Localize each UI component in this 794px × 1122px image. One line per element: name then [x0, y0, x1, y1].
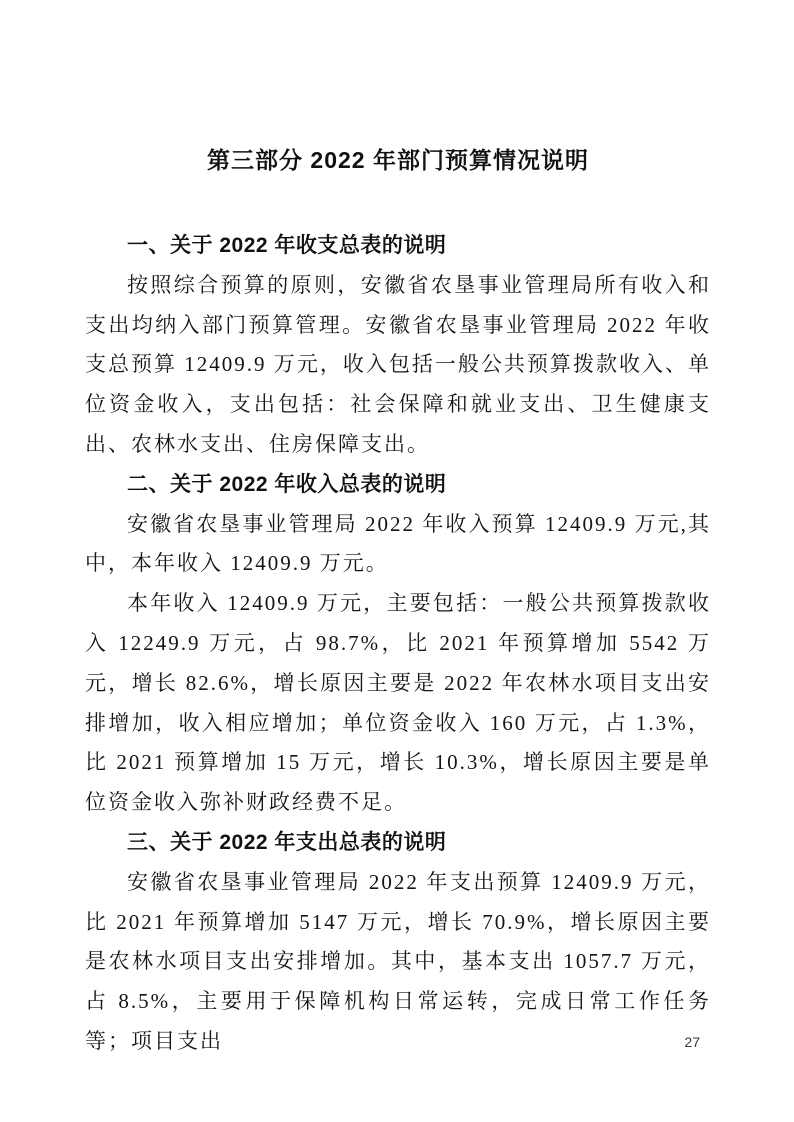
document-title: 第三部分 2022 年部门预算情况说明	[207, 147, 589, 173]
section-heading-expenditure-summary: 三、关于 2022 年支出总表的说明	[127, 830, 447, 854]
paragraph: 安徽省农垦事业管理局 2022 年支出预算 12409.9 万元， 比 2021 年预算增加 5147 万元，增长 70.9%，增长原因主要是农林水项目支出安排增加。其中，基本支出 1057.7 万元，占 8.5%，主要用于保障机构日常运转，完成日常工作任务等；项目支出	[85, 869, 711, 1053]
page-number: 27	[684, 1034, 700, 1050]
section-heading-income-expenditure-summary: 一、关于 2022 年收支总表的说明	[127, 234, 447, 257]
paragraph: 本年收入 12409.9 万元，主要包括：一般公共预算拨款收入 12249.9 万元，占 98.7%，比 2021 年预算增加 5542 万元，增长 82.6%，增长原因主要是 2022 年农林水项目支出安排增加，收入相应增加；单位资金收入 160 万元，占 1.3%，比 2021 预算增加 15 万元，增长 10.3%，增长原因主要是单位资金收入弥补财政经费不足。	[85, 591, 711, 815]
section-heading-income-summary: 二、关于 2022 年收入总表的说明	[127, 472, 447, 496]
paragraph: 安徽省农垦事业管理局 2022 年收入预算 12409.9 万元,其中，本年收入 12409.9 万元。	[85, 511, 711, 576]
document-content	[85, 140, 711, 1062]
paragraph: 按照综合预算的原则，安徽省农垦事业管理局所有收入和支出均纳入部门预算管理。安徽省农垦事业管理局 2022 年收支总预算 12409.9 万元，收入包括一般公共预算拨款收入、单位资金收入，支出包括：社会保障和就业支出、卫生健康支出、农林水支出、住房保障支出。	[85, 272, 711, 456]
